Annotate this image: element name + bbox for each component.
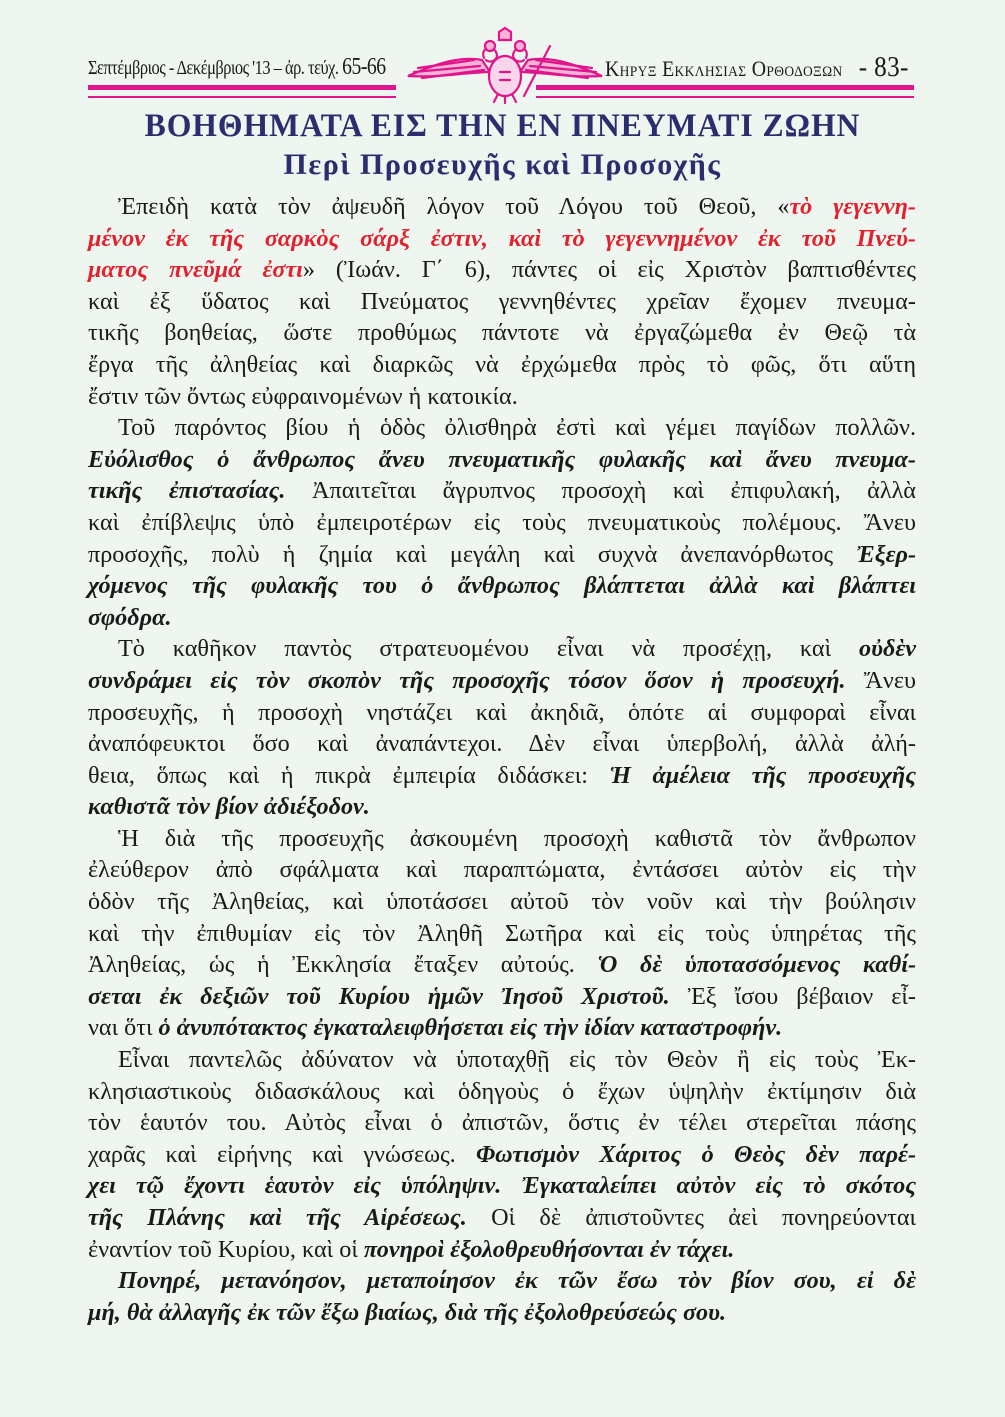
scripture-quote: ματος πνεῦμά ἐστι — [88, 256, 303, 284]
body-text: ὁδὸν τῆς Ἀληθείας, καὶ ὑποτάσσει αὐτοῦ τὸν νοῦν καὶ τὴν βούλησιν — [88, 888, 916, 916]
scripture-quote: μένον ἐκ τῆς σαρκὸς σάρξ ἐστιν, καὶ τὸ γεγεννημένον ἐκ τοῦ Πνεύ- — [88, 224, 916, 252]
article-title: ΒΟΗΘΗΜΑΤΑ ΕΙΣ ΤΗΝ ΕΝ ΠΝΕΥΜΑΤΙ ΖΩΗΝ — [144, 108, 861, 144]
body-text: τὸν ἑαυτόν του. Αὐτὸς εἶναι ὁ ἀπιστῶν, ὅστις ἐν τέλει στερεῖται πάσης — [88, 1109, 916, 1137]
text-line — [88, 602, 916, 634]
emphasis-text: χόμενος τῆς φυλακῆς του ὁ ἄνθρωπος βλάπτεται ἀλλὰ καὶ βλάπτει — [88, 572, 916, 600]
emphasis-text: τῆς Πλάνης καὶ τῆς Αἱρέσεως. — [88, 1204, 467, 1231]
text-line — [88, 1265, 916, 1297]
body-text: Ἐξ ἴσου βέβαιον εἶ- — [669, 982, 916, 1010]
body-text: » (Ἰωάν. Γ΄ 6), πάντες οἱ εἰς Χριστὸν βαπτισθέντες — [302, 256, 916, 284]
text-line — [88, 381, 916, 413]
body-text: καὶ ἐπίβλεψις ὑπὸ ἐμπειροτέρων εἰς τοὺς πνευματικοὺς πολέμους. Ἄνευ — [88, 508, 916, 536]
body-text: Ἡ διὰ τῆς προσευχῆς ἀσκουμένη προσοχὴ καθιστᾶ τὸν ἄνθρωπον — [118, 824, 916, 852]
emphasis-text: μή, θὰ ἀλλαγῆς ἐκ τῶν ἔξω βιαίως, διὰ τῆς ἐξολοθρεύσεώς σου. — [88, 1298, 727, 1326]
text-line — [88, 760, 916, 792]
body-text: ἐναντίον τοῦ Κυρίου, καὶ οἱ — [88, 1235, 364, 1263]
emphasis-text: χει τῷ ἔχοντι ἑαυτὸν εἰς ὑπόληψιν. Ἐγκαταλείπει αὐτὸν εἰς τὸ σκότος — [88, 1172, 916, 1200]
text-line — [88, 1297, 916, 1329]
body-text: προσοχῆς, πολὺ ἡ ζημία καὶ μεγάλη καὶ συχνὰ ἀνεπανόρθωτος — [88, 540, 857, 568]
emphasis-text: συνδράμει εἰς τὸν σκοπὸν τῆς προσοχῆς τόσον ὅσον ἡ προσευχή. — [88, 666, 846, 694]
body-text: χαρᾶς καὶ εἰρήνης καὶ γνώσεως. — [88, 1140, 476, 1168]
emphasis-text: Φωτισμὸν Χάριτος ὁ Θεὸς δὲν παρέ- — [475, 1140, 917, 1168]
page-header — [0, 0, 1005, 100]
issue-date: Σεπτέμβριος - Δεκέμβριος '13 – ἀρ. τεύχ. — [88, 57, 339, 79]
body-text: προσευχῆς, ἡ προσοχὴ νηστάζει καὶ ἀκηδιᾶ, ὁπότε αἱ συμφοραὶ εἶναι — [88, 698, 916, 726]
emphasis-text: ὁ ἀνυπότακτος ἐγκαταλειφθήσεται εἰς τὴν ἰδίαν καταστροφήν. — [158, 1014, 783, 1042]
header-rule-right-thin — [536, 96, 914, 98]
body-text: καὶ τὴν ἐπιθυμίαν εἰς τὸν Ἀληθῆ Σωτῆρα καὶ εἰς τοὺς ὑπηρέτας τῆς — [88, 919, 916, 947]
body-text: ἀναπόφευκτοι ὅσο καὶ ἀναπάντεχοι. Δὲν εἶναι ὑπερβολή, ἀλλὰ ἀλή- — [88, 730, 916, 758]
article-subtitle: Περὶ Προσευχῆς καὶ Προσοχῆς — [283, 148, 722, 181]
emphasis-text: σφόδρα. — [88, 603, 172, 631]
text-line — [88, 981, 916, 1013]
body-text: κλησιαστικοὺς διδασκάλους καὶ ὁδηγοὺς ὁ ἔχων ὑψηλὴν ἐκτίμησιν διὰ — [88, 1077, 916, 1105]
body-text: Ἀπαιτεῖται ἄγρυπνος προσοχὴ καὶ ἐπιφυλακή, ἀλλὰ — [285, 477, 916, 505]
body-text: Ἀληθείας, ὡς ἡ Ἐκκλησία ἔταξεν αὐτούς. — [88, 951, 598, 979]
text-line — [88, 254, 916, 286]
issue-number: 65-66 — [342, 54, 386, 80]
text-line — [88, 349, 916, 381]
issue-info — [88, 54, 386, 81]
body-text: τικῆς βοηθείας, ὥστε προθύμως πάντοτε νὰ ἐργαζώμεθα ἐν Θεῷ τὰ — [88, 319, 916, 347]
text-line — [88, 823, 916, 855]
text-line — [88, 633, 916, 665]
text-line — [88, 886, 916, 918]
header-rule-left-thin — [88, 96, 396, 98]
publication-title — [605, 52, 909, 84]
text-line — [88, 1076, 916, 1108]
emphasis-text: πονηροὶ ἐξολοθρευθήσονται ἐν τάχει. — [363, 1235, 735, 1263]
text-line — [88, 1170, 916, 1202]
header-rule-right-thick — [536, 85, 914, 90]
body-text: θεια, ὅπως καὶ ἡ πικρὰ ἐμπειρία διδάσκει: — [88, 761, 610, 789]
text-line — [88, 286, 916, 318]
text-line — [88, 317, 916, 349]
text-line — [88, 1202, 916, 1234]
text-line — [88, 728, 916, 760]
body-text: Ἐπειδὴ κατὰ τὸν ἀψευδῆ λόγον τοῦ Λόγου τοῦ Θεοῦ, « — [118, 193, 790, 220]
text-line — [88, 665, 916, 697]
text-line — [88, 1139, 916, 1171]
body-text: ἔργα τῆς ἀληθείας καὶ διαρκῶς νὰ ἐρχώμεθα πρὸς τὸ φῶς, ὅτι αὕτη — [88, 350, 916, 378]
text-line — [88, 507, 916, 539]
text-line — [88, 697, 916, 729]
text-line — [88, 444, 916, 476]
text-line — [88, 570, 916, 602]
text-line — [88, 949, 916, 981]
double-headed-eagle-icon — [400, 22, 610, 104]
text-line — [88, 1234, 916, 1266]
header-rule-left-thick — [88, 85, 396, 90]
text-line — [88, 412, 916, 444]
body-text: ἔστιν τῶν ὄντως εὐφραινομένων ἡ κατοικία. — [88, 382, 518, 410]
text-line — [88, 539, 916, 571]
emphasis-text: Ἐξερ- — [856, 540, 916, 568]
emphasis-text: σεται ἐκ δεξιῶν τοῦ Κυρίου ἡμῶν Ἰησοῦ Χριστοῦ. — [88, 982, 670, 1010]
emphasis-text: Ἡ ἀμέλεια τῆς προσευχῆς — [609, 761, 916, 789]
emphasis-text: τικῆς ἐπιστασίας. — [88, 477, 286, 505]
publication-name: Κηρυξ Εκκλησιας Ορθοδοξων — [605, 56, 843, 81]
body-text: Εἶναι παντελῶς ἀδύνατον νὰ ὑποταχθῇ εἰς τὸν Θεὸν ἢ εἰς τοὺς Ἐκ- — [118, 1046, 916, 1074]
scripture-quote: τὸ γεγεννη- — [789, 193, 916, 220]
text-line — [88, 475, 916, 507]
text-line — [88, 191, 916, 223]
body-text: Τὸ καθῆκον παντὸς στρατευομένου εἶναι νὰ προσέχῃ, καὶ — [118, 635, 859, 663]
text-line — [88, 1012, 916, 1044]
article-body — [88, 191, 916, 1328]
emphasis-text: Ὁ δὲ ὑποτασσόμενος καθί- — [597, 951, 917, 979]
text-line — [88, 1107, 916, 1139]
emphasis-text: καθιστᾶ τὸν βίον ἀδιέξοδον. — [88, 793, 370, 821]
body-text: Ἄνευ — [845, 666, 916, 694]
emphasis-text: Πονηρέ, μετανόησον, μεταποίησον ἐκ τῶν ἔσω τὸν βίον σου, εἰ δὲ — [118, 1267, 916, 1295]
emphasis-text: Εὐόλισθος ὁ ἄνθρωπος ἄνευ πνευματικῆς φυλακῆς καὶ ἄνευ πνευμα- — [88, 445, 916, 473]
text-line — [88, 1044, 916, 1076]
body-text: ναι ὅτι — [88, 1014, 159, 1042]
body-text: ἐλεύθερον ἀπὸ σφάλματα καὶ παραπτώματα, ἐντάσσει αὐτὸν εἰς τὴν — [88, 856, 916, 884]
body-text: Οἱ δὲ ἀπιστοῦντες ἀεὶ πονηρεύονται — [466, 1204, 916, 1231]
text-line — [88, 854, 916, 886]
body-text: Τοῦ παρόντος βίου ἡ ὁδὸς ὀλισθηρὰ ἐστὶ καὶ γέμει παγίδων πολλῶν. — [118, 414, 916, 442]
text-line — [88, 223, 916, 255]
text-line — [88, 791, 916, 823]
emphasis-text: οὐδὲν — [859, 635, 916, 663]
body-text: καὶ ἐξ ὕδατος καὶ Πνεύματος γεννηθέντες χρεῖαν ἔχομεν πνευμα- — [88, 287, 916, 315]
text-line — [88, 918, 916, 950]
page-number: - 83- — [858, 52, 909, 83]
